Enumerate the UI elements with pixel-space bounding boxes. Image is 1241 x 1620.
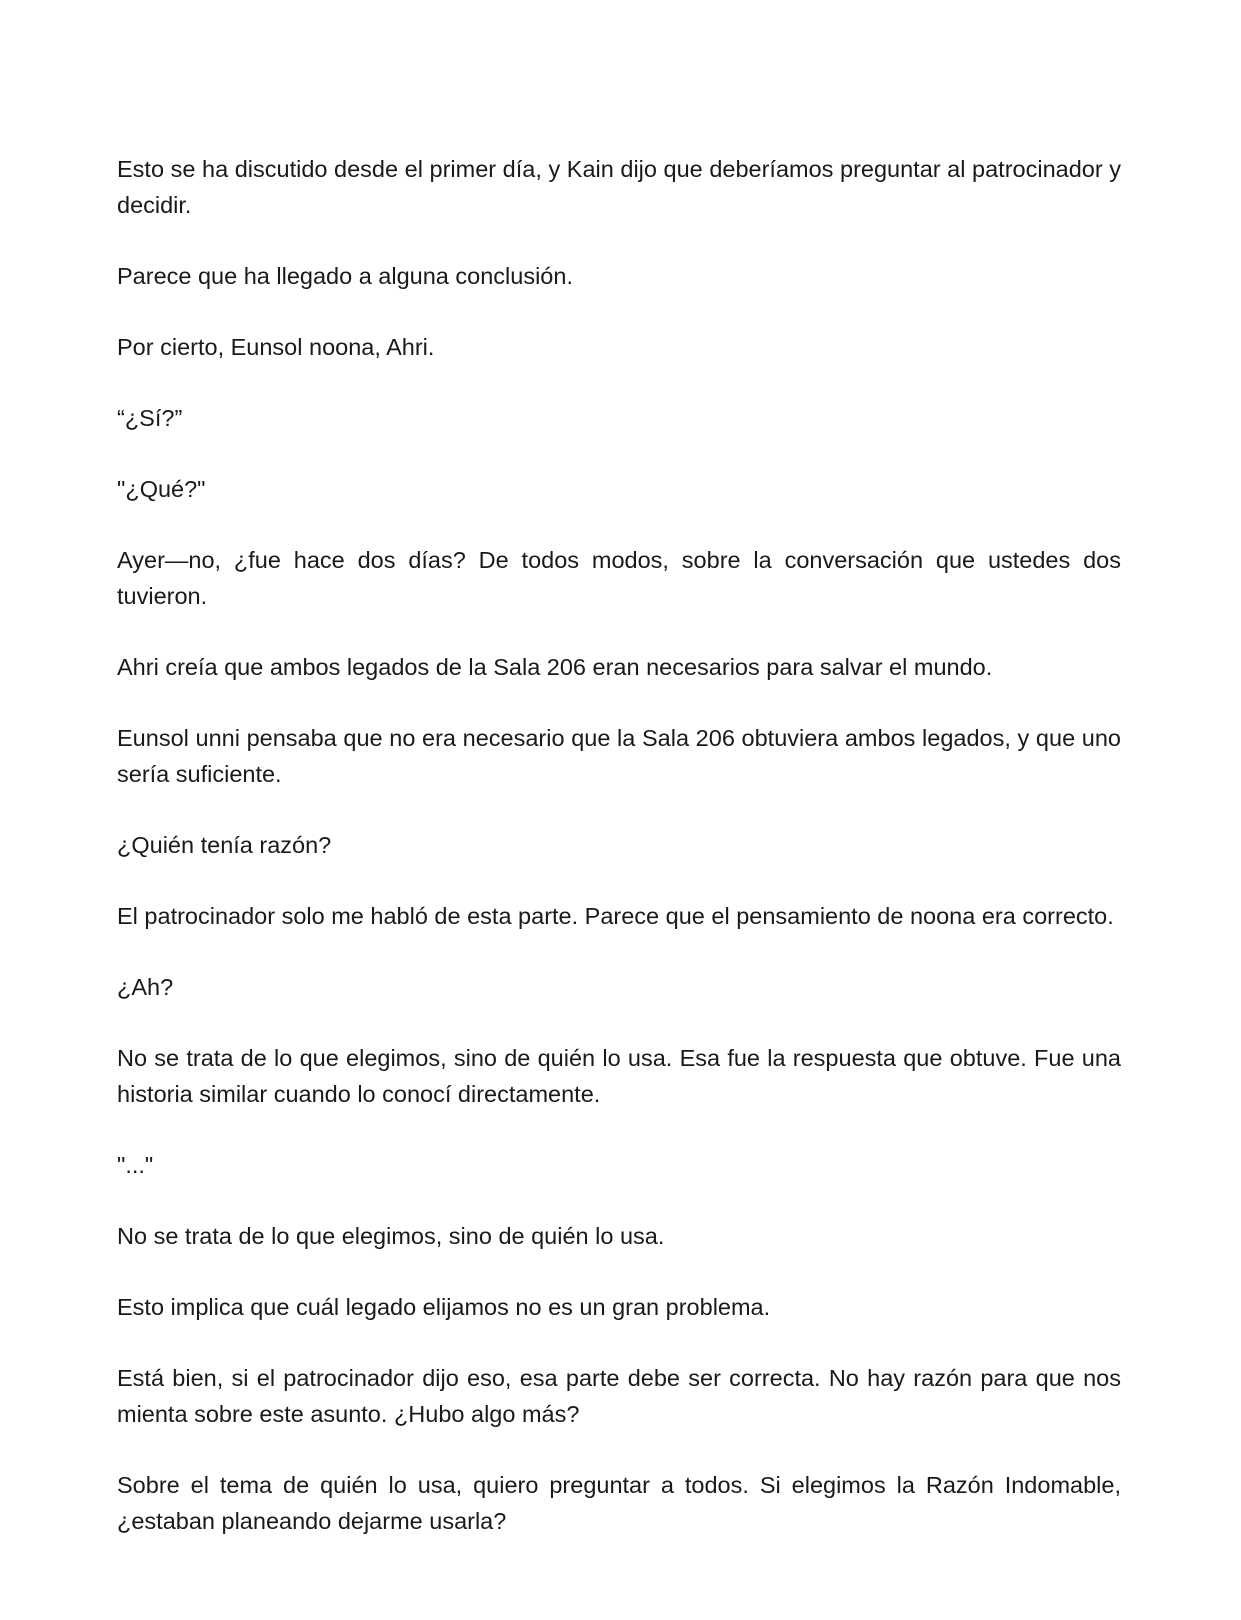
paragraph: Esto se ha discutido desde el primer día, y Kain dijo que deberíamos preguntar al patrocinador y decidir. — [117, 156, 1121, 218]
document-body — [117, 151, 1121, 1539]
paragraph: Sobre el tema de quién lo usa, quiero preguntar a todos. Si elegimos la Razón Indomable, ¿estaban planeando dejarme usarla? — [117, 1472, 1121, 1534]
paragraph: Ahri creía que ambos legados de la Sala 206 eran necesarios para salvar el mundo. — [117, 654, 993, 680]
paragraph: No se trata de lo que elegimos, sino de quién lo usa. Esa fue la respuesta que obtuve. Fue una historia similar cuando lo conocí directamente. — [117, 1045, 1121, 1107]
paragraph: Parece que ha llegado a alguna conclusión. — [117, 263, 573, 289]
paragraph: No se trata de lo que elegimos, sino de quién lo usa. — [117, 1223, 665, 1249]
paragraph: "..." — [117, 1152, 154, 1178]
paragraph: Esto implica que cuál legado elijamos no es un gran problema. — [117, 1294, 771, 1320]
paragraph: Por cierto, Eunsol noona, Ahri. — [117, 334, 435, 360]
paragraph: "¿Qué?" — [117, 476, 206, 502]
paragraph: El patrocinador solo me habló de esta parte. Parece que el pensamiento de noona era correcto. — [117, 903, 1114, 929]
paragraph: Eunsol unni pensaba que no era necesario que la Sala 206 obtuviera ambos legados, y que uno sería suficiente. — [117, 725, 1121, 787]
paragraph: Está bien, si el patrocinador dijo eso, esa parte debe ser correcta. No hay razón para que nos mienta sobre este asunto. ¿Hubo algo más? — [117, 1365, 1121, 1427]
paragraph: “¿Sí?” — [117, 405, 183, 431]
paragraph: ¿Quién tenía razón? — [117, 832, 332, 858]
paragraph: ¿Ah? — [117, 974, 174, 1000]
paragraph: Ayer—no, ¿fue hace dos días? De todos modos, sobre la conversación que ustedes dos tuvieron. — [117, 547, 1121, 609]
